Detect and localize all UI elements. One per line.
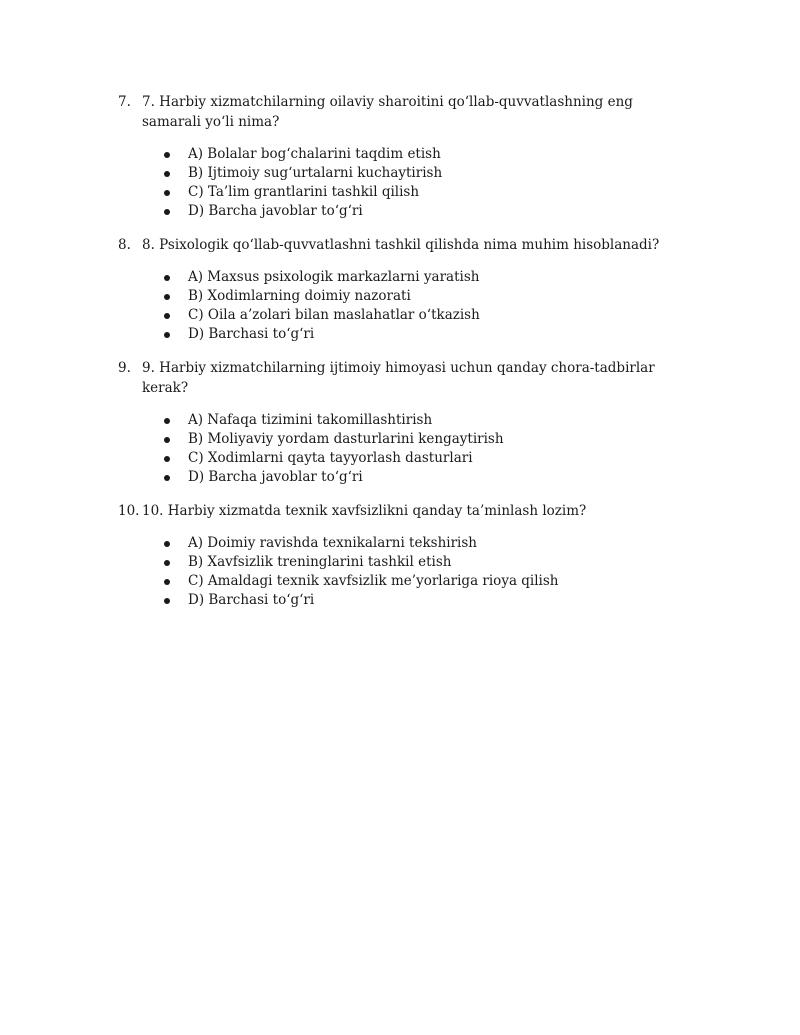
option-text: C) Oila a’zolari bilan maslahatlar o‘tkazish: [188, 307, 480, 323]
option-item: [164, 287, 678, 306]
question-number: 7.: [118, 94, 131, 110]
bullet-icon: [164, 456, 170, 462]
bullet-icon: [164, 579, 170, 585]
option-item: [164, 591, 678, 610]
bullet-icon: [164, 313, 170, 319]
option-item: [164, 449, 678, 468]
option-item: [164, 468, 678, 487]
bullet-icon: [164, 332, 170, 338]
option-text: B) Xodimlarning doimiy nazorati: [188, 288, 411, 304]
option-list: [118, 534, 678, 610]
bullet-icon: [164, 275, 170, 281]
option-text: D) Barchasi to‘g‘ri: [188, 592, 315, 608]
question-text: 7. Harbiy xizmatchilarning oilaviy sharoitini qo‘llab-quvvatlashning eng samarali yo‘li nima?: [142, 94, 633, 130]
option-text: A) Nafaqa tizimini takomillashtirish: [188, 412, 433, 428]
bullet-icon: [164, 418, 170, 424]
question-text: 8. Psixologik qo‘llab-quvvatlashni tashkil qilishda nima muhim hisoblanadi?: [142, 237, 660, 253]
option-item: [164, 268, 678, 287]
bullet-icon: [164, 190, 170, 196]
bullet-icon: [164, 152, 170, 158]
option-text: C) Amaldagi texnik xavfsizlik me’yorlariga rioya qilish: [188, 573, 559, 589]
option-item: [164, 306, 678, 325]
option-item: [164, 164, 678, 183]
bullet-icon: [164, 171, 170, 177]
option-item: [164, 430, 678, 449]
option-list: [118, 411, 678, 487]
option-list: [118, 268, 678, 344]
question-item: [118, 235, 678, 344]
option-text: A) Bolalar bog‘chalarini taqdim etish: [188, 146, 441, 162]
question-number: 8.: [118, 237, 131, 253]
question-item: [118, 92, 678, 221]
bullet-icon: [164, 598, 170, 604]
option-item: [164, 411, 678, 430]
question-item: [118, 358, 678, 487]
option-text: A) Maxsus psixologik markazlarni yaratish: [188, 269, 480, 285]
question-number: 10.: [118, 503, 140, 519]
question-number: 9.: [118, 360, 131, 376]
option-list: [118, 145, 678, 221]
option-item: [164, 145, 678, 164]
option-item: [164, 534, 678, 553]
option-item: [164, 553, 678, 572]
question-text: 9. Harbiy xizmatchilarning ijtimoiy himoyasi uchun qanday chora-tadbirlar kerak?: [142, 360, 655, 396]
option-text: D) Barchasi to‘g‘ri: [188, 326, 315, 342]
bullet-icon: [164, 209, 170, 215]
option-text: B) Moliyaviy yordam dasturlarini kengaytirish: [188, 431, 504, 447]
option-item: [164, 202, 678, 221]
option-text: C) Ta’lim grantlarini tashkil qilish: [188, 184, 420, 200]
question-text: 10. Harbiy xizmatda texnik xavfsizlikni qanday ta’minlash lozim?: [142, 503, 587, 519]
bullet-icon: [164, 294, 170, 300]
option-text: B) Xavfsizlik treninglarini tashkil etish: [188, 554, 452, 570]
bullet-icon: [164, 437, 170, 443]
question-list: [118, 92, 678, 624]
option-text: D) Barcha javoblar to‘g‘ri: [188, 203, 363, 219]
option-text: D) Barcha javoblar to‘g‘ri: [188, 469, 363, 485]
question-item: [118, 501, 678, 610]
option-item: [164, 183, 678, 202]
bullet-icon: [164, 560, 170, 566]
option-item: [164, 572, 678, 591]
option-text: B) Ijtimoiy sug‘urtalarni kuchaytirish: [188, 165, 443, 181]
bullet-icon: [164, 541, 170, 547]
option-text: A) Doimiy ravishda texnikalarni tekshirish: [188, 535, 477, 551]
option-text: C) Xodimlarni qayta tayyorlash dasturlari: [188, 450, 473, 466]
option-item: [164, 325, 678, 344]
bullet-icon: [164, 475, 170, 481]
